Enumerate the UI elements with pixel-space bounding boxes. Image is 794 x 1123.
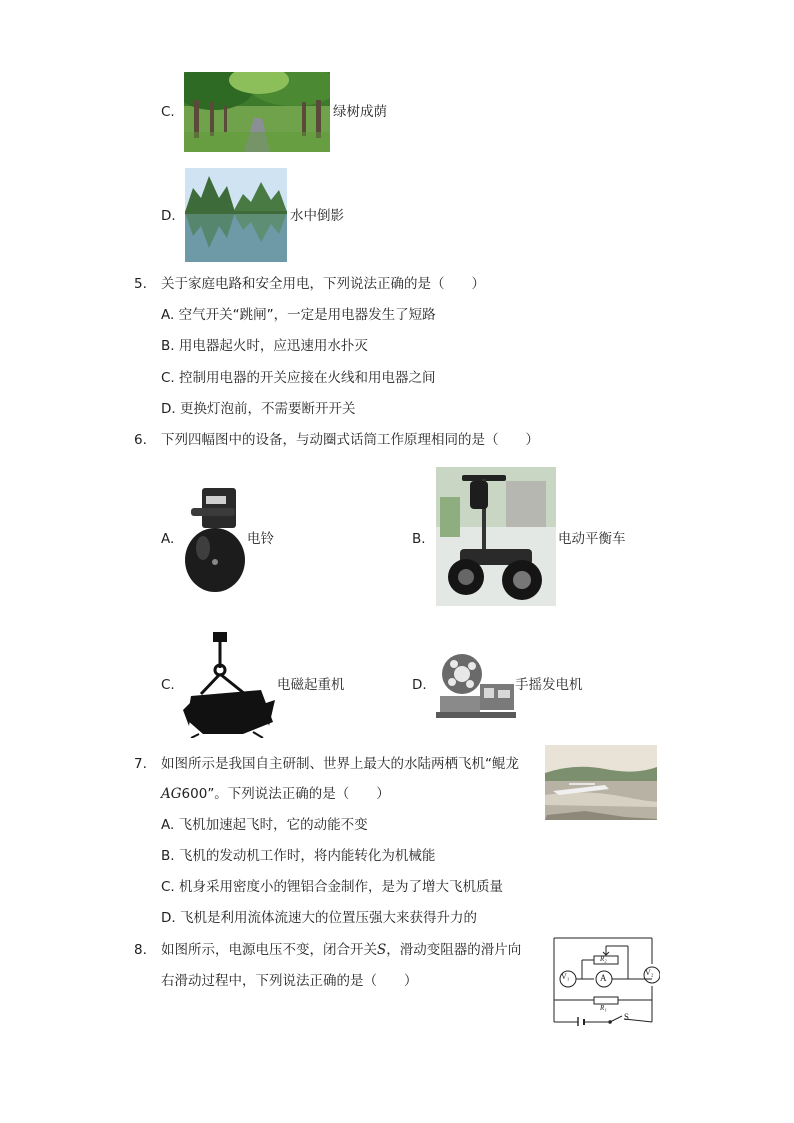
q6-option-a-caption: 电铃	[247, 531, 274, 547]
seaplane-image	[545, 745, 657, 820]
q6-option-d-letter: D.	[412, 677, 427, 693]
q8-switch-italic: S	[377, 942, 387, 958]
q6-option-b-letter: B.	[412, 531, 426, 547]
q8-number: 8.	[134, 942, 147, 958]
q5-number: 5.	[134, 276, 147, 292]
q8-stem-line1-b: ，滑动变阻器的滑片向	[386, 942, 522, 958]
q7-option-b: B. 飞机的发动机工作时，将内能转化为机械能	[161, 848, 436, 864]
q6-option-d-caption: 手摇发电机	[515, 677, 583, 693]
water-reflection-image	[185, 168, 287, 262]
ammeter-label: A	[600, 973, 607, 983]
switch-label: S	[624, 1012, 630, 1022]
q6-option-a-letter: A.	[161, 531, 175, 547]
q4-option-c-letter: C.	[161, 104, 175, 120]
q6-number: 6.	[134, 432, 147, 448]
q6-option-c-letter: C.	[161, 677, 175, 693]
q8-stem-line2: 右滑动过程中，下列说法正确的是（ ）	[161, 973, 418, 989]
balance-scooter-image	[436, 467, 556, 606]
q8-stem-line1	[161, 940, 521, 960]
green-trees-image	[184, 72, 330, 152]
electromagnetic-crane-image	[183, 630, 275, 738]
q7-stem-line2	[161, 784, 390, 804]
q6-option-c-caption: 电磁起重机	[277, 677, 345, 693]
q6-stem: 下列四幅图中的设备，与动圈式话筒工作原理相同的是（ ）	[161, 432, 539, 448]
circuit-diagram	[548, 934, 660, 1026]
q5-option-d: D. 更换灯泡前，不需要断开开关	[161, 401, 356, 417]
q7-model-italic: AG	[161, 786, 182, 802]
q8-stem-line1-a: 如图所示，电源电压不变，闭合开关	[161, 942, 377, 958]
q7-option-a: A. 飞机加速起飞时，它的动能不变	[161, 817, 368, 833]
q4-option-c-caption: 绿树成荫	[333, 104, 387, 120]
q5-stem: 关于家庭电路和安全用电，下列说法正确的是（ ）	[161, 276, 485, 292]
q7-option-c: C. 机身采用密度小的锂铝合金制作，是为了增大飞机质量	[161, 879, 504, 895]
voltmeter-v1-label: V₁	[561, 972, 570, 981]
electric-bell-image	[183, 486, 245, 592]
q6-option-b-caption: 电动平衡车	[558, 531, 626, 547]
q7-option-d: D. 飞机是利用流体流速大的位置压强大来获得升力的	[161, 910, 477, 926]
resistor-r1-label: R₁	[600, 1004, 607, 1012]
q5-option-b: B. 用电器起火时，应迅速用水扑灭	[161, 338, 368, 354]
resistor-r2-label: R₂	[600, 955, 607, 963]
q7-stem-line2-rest: 600”。下列说法正确的是（ ）	[181, 786, 390, 802]
q7-stem-line1: 如图所示是我国自主研制、世界上最大的水陆两栖飞机“鲲龙	[161, 756, 519, 772]
q4-option-d-caption: 水中倒影	[290, 208, 344, 224]
q5-option-a: A. 空气开关“跳闸”，一定是用电器发生了短路	[161, 307, 436, 323]
q4-option-d-letter: D.	[161, 208, 176, 224]
q7-number: 7.	[134, 756, 147, 772]
voltmeter-v2-label: V₂	[645, 968, 654, 977]
q5-option-c: C. 控制用电器的开关应接在火线和用电器之间	[161, 370, 436, 386]
hand-crank-generator-image	[436, 650, 516, 718]
